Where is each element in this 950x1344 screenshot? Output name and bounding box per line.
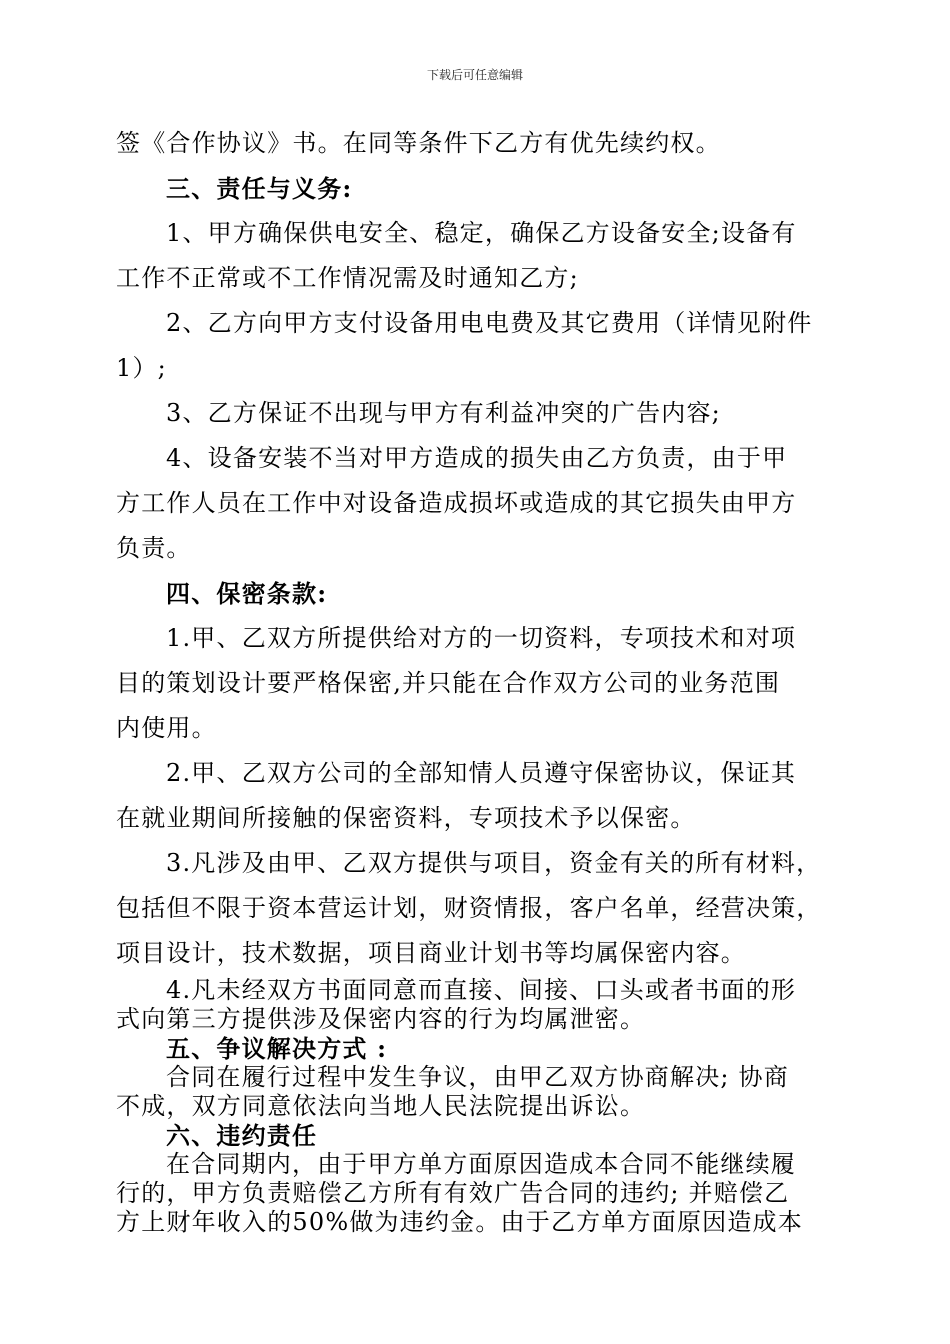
text-line: 在合同期内，由于甲方单方面原因造成本合同不能继续履 bbox=[166, 1150, 796, 1178]
text-line: 1）; bbox=[116, 354, 167, 382]
section-heading: 三、责任与义务: bbox=[166, 174, 353, 203]
text-line: 不成，双方同意依法向当地人民法院提出诉讼。 bbox=[116, 1092, 646, 1120]
text-line: 负责。 bbox=[116, 534, 192, 562]
text-line: 2、乙方向甲方支付设备用电电费及其它费用（详情见附件 bbox=[166, 309, 813, 337]
section-heading: 四、保密条款: bbox=[166, 579, 328, 608]
section-heading: 五、争议解决方式 : bbox=[166, 1034, 388, 1063]
text-line: 内使用。 bbox=[116, 714, 217, 742]
text-line: 签《合作协议》书。在同等条件下乙方有优先续约权。 bbox=[116, 129, 721, 157]
text-line: 方上财年收入的50%做为违约金。由于乙方单方面原因造成本 bbox=[116, 1208, 803, 1236]
text-line: 2.甲、乙双方公司的全部知情人员遵守保密协议，保证其 bbox=[166, 759, 797, 787]
text-line: 合同在履行过程中发生争议，由甲乙双方协商解决; 协商 bbox=[166, 1063, 789, 1091]
tight-paragraphs bbox=[116, 976, 828, 1237]
text-line: 1.甲、乙双方所提供给对方的一切资料，专项技术和对项 bbox=[166, 624, 797, 652]
text-line: 方工作人员在工作中对设备造成损坏或造成的其它损失由甲方 bbox=[116, 489, 797, 517]
text-line: 4、设备安装不当对甲方造成的损失由乙方负责，由于甲 bbox=[166, 444, 788, 472]
text-line: 式向第三方提供涉及保密内容的行为均属泄密。 bbox=[116, 1005, 646, 1033]
text-line: 3、乙方保证不出现与甲方有利益冲突的广告内容; bbox=[166, 399, 721, 427]
text-line: 在就业期间所接触的保密资料，专项技术予以保密。 bbox=[116, 804, 696, 832]
text-line: 包括但不限于资本营运计划，财资情报，客户名单，经营决策， bbox=[116, 894, 822, 922]
section-heading: 六、违约责任 bbox=[166, 1121, 318, 1150]
page-header: 下载后可任意编辑 bbox=[426, 68, 523, 82]
text-line: 4.凡未经双方书面同意而直接、间接、口头或者书面的形 bbox=[166, 976, 797, 1004]
text-line: 项目设计，技术数据，项目商业计划书等均属保密内容。 bbox=[116, 939, 746, 967]
text-line: 目的策划设计要严格保密,并只能在合作双方公司的业务范围 bbox=[116, 669, 781, 697]
document-body bbox=[116, 121, 828, 1237]
text-line: 行的，甲方负责赔偿乙方所有有效广告合同的违约; 并赔偿乙 bbox=[116, 1179, 790, 1207]
text-line: 工作不正常或不工作情况需及时通知乙方; bbox=[116, 264, 579, 292]
text-line: 3.凡涉及由甲、乙双方提供与项目，资金有关的所有材料， bbox=[166, 849, 822, 877]
text-line: 1、甲方确保供电安全、稳定，确保乙方设备安全;设备有 bbox=[166, 219, 797, 247]
